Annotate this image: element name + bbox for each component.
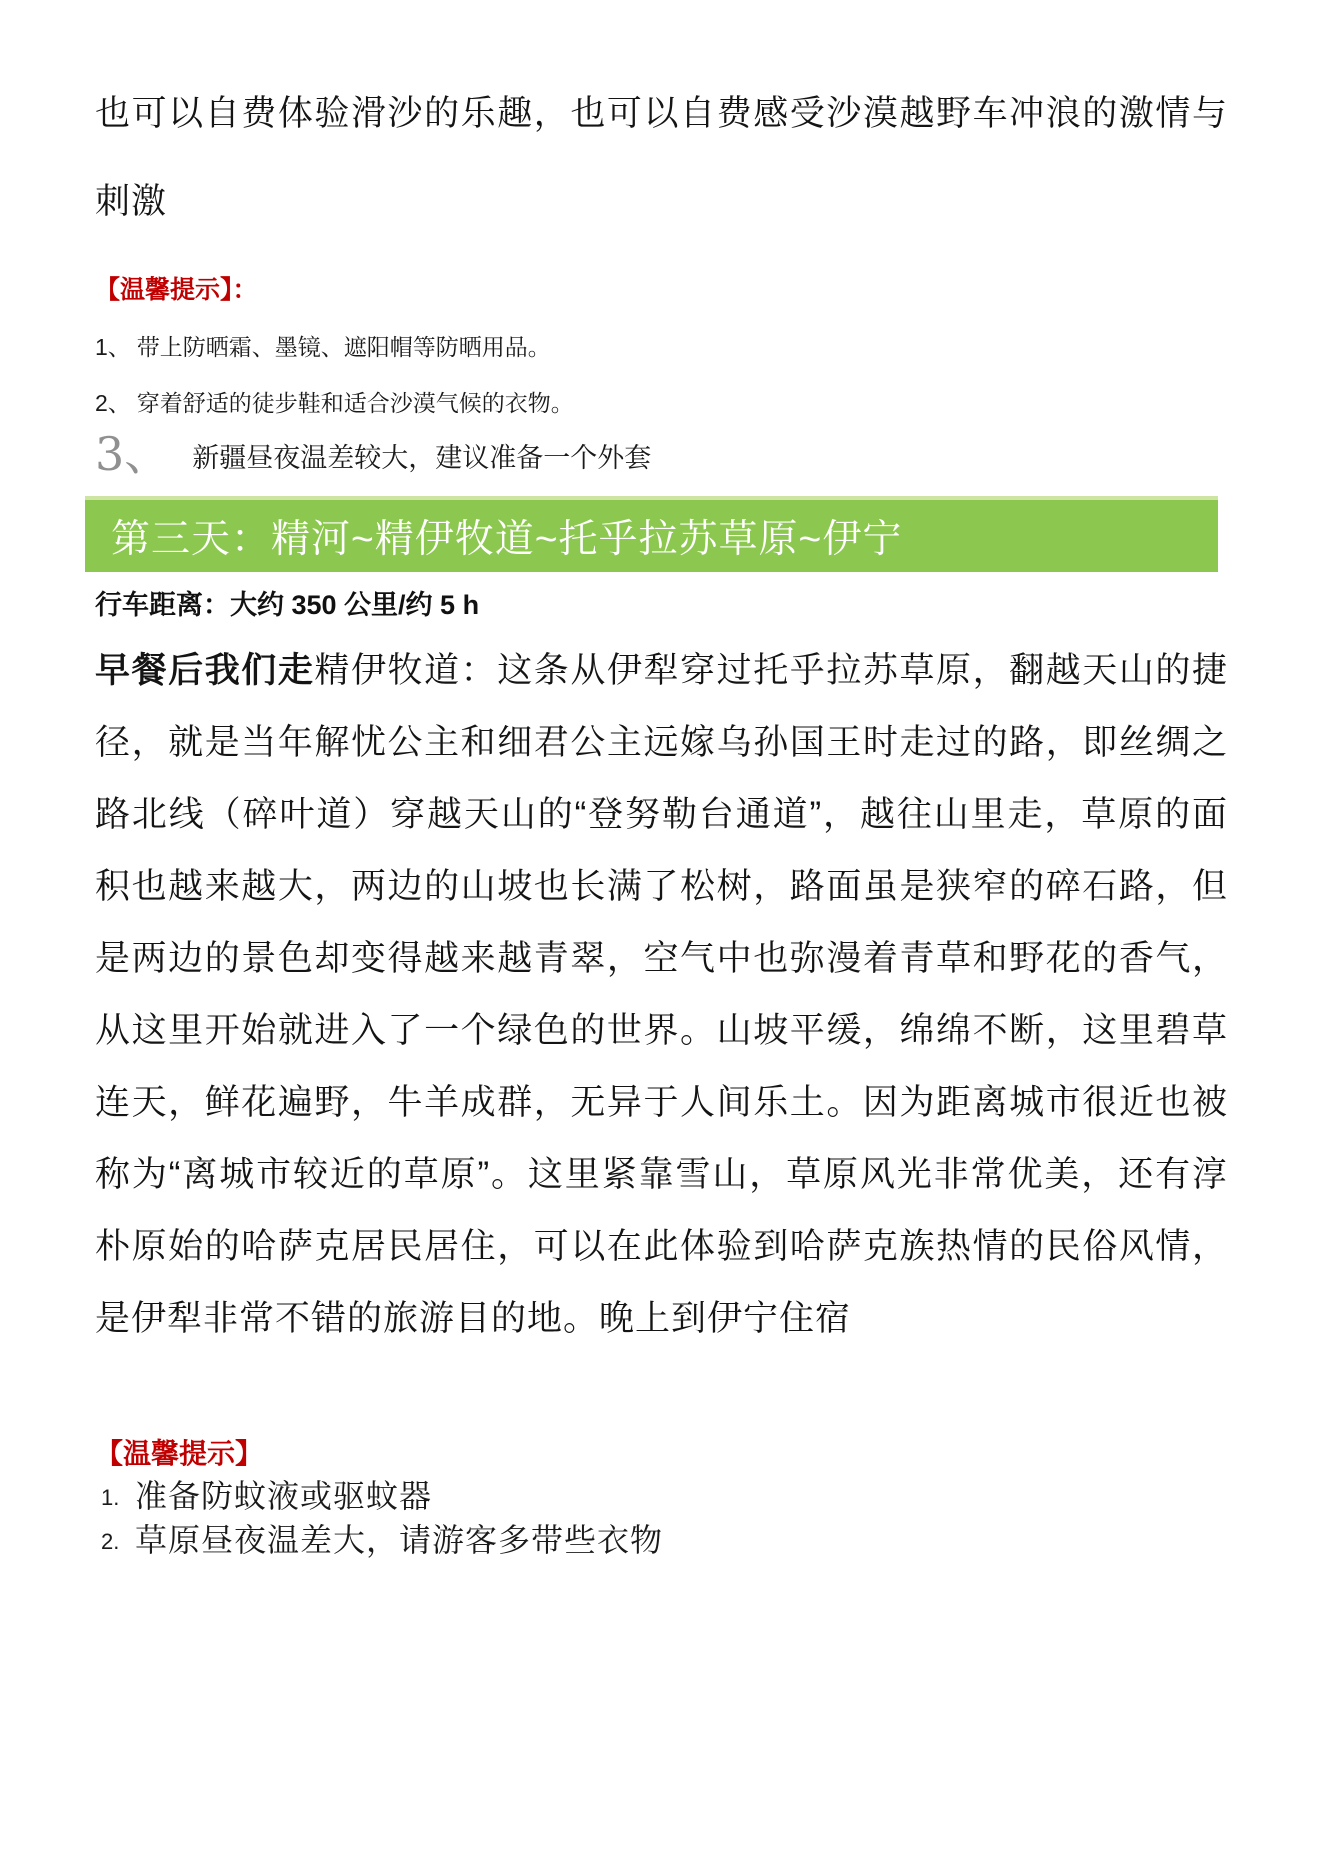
tips-bottom-item-1-number: 1. [101,1485,120,1510]
tips-top-item-1-text: 带上防晒霜、墨镜、遮阳帽等防晒用品。 [136,334,551,360]
tips-top-item-3-number: 3、 [95,427,171,481]
tips-bottom-title: 【温馨提示】 [95,1438,264,1469]
day-three-description-body: 精伊牧道：这条从伊犁穿过托乎拉苏草原，翻越天山的捷径，就是当年解忧公主和细君公主远嫁乌孙国王时走过的路，即丝绸之路北线（碎叶道）穿越天山的“登努勒台通道”，越往山里走，草原的面积也越来越大，两边的山坡也长满了松树，路面虽是狭窄的碎石路，但是两边的景色却变得越来越青翠，空气中也弥漫着青草和野花的香气，从这里开始就进入了一个绿色的世界。山坡平缓，绵绵不断，这里碧草连天，鲜花遍野，牛羊成群，无异于人间乐土。因为距离城市很近也被称为“离城市较近的草原”。这里紧靠雪山，草原风光非常优美，还有淳朴原始的哈萨克居民居住，可以在此体验到哈萨克族热情的民俗风情，是伊犁非常不错的旅游目的地。晚上到伊宁住宿 [95,651,1228,1338]
driving-distance-line: 行车距离：大约 350 公里/约 5 h [95,590,480,620]
tips-top-item-3-text: 新疆昼夜温差较大，建议准备一个外套 [192,443,652,473]
day-three-header-band [85,496,1218,572]
tips-bottom-item-2-number: 2. [101,1529,120,1554]
intro-paragraph: 也可以自费体验滑沙的乐趣，也可以自费感受沙漠越野车冲浪的激情与刺激 [95,94,1228,221]
tips-top-title: 【温馨提示】： [95,276,258,304]
tips-top-item-2-number: 2、 [95,390,131,416]
day-three-description [95,635,1228,1355]
day-three-description-lead: 早餐后我们走 [95,651,315,690]
tips-top-item-3 [95,428,1228,480]
tips-top-item-2-text: 穿着舒适的徒步鞋和适合沙漠气候的衣物。 [136,390,574,416]
tips-bottom-item-1-text: 准备防蚊液或驱蚊器 [135,1478,433,1514]
tips-bottom-item-2 [95,1521,1228,1559]
tips-top-item-1-number: 1、 [95,334,131,360]
tips-top-item-2 [95,388,1228,418]
tips-top-item-1 [95,332,1228,362]
tips-bottom-item-2-text: 草原昼夜温差大，请游客多带些衣物 [135,1522,664,1558]
day-three-header-title: 第三天：精河~精伊牧道~托乎拉苏草原~伊宁 [111,518,903,561]
document-content [95,0,1228,1559]
tips-bottom-item-1 [95,1477,1228,1515]
